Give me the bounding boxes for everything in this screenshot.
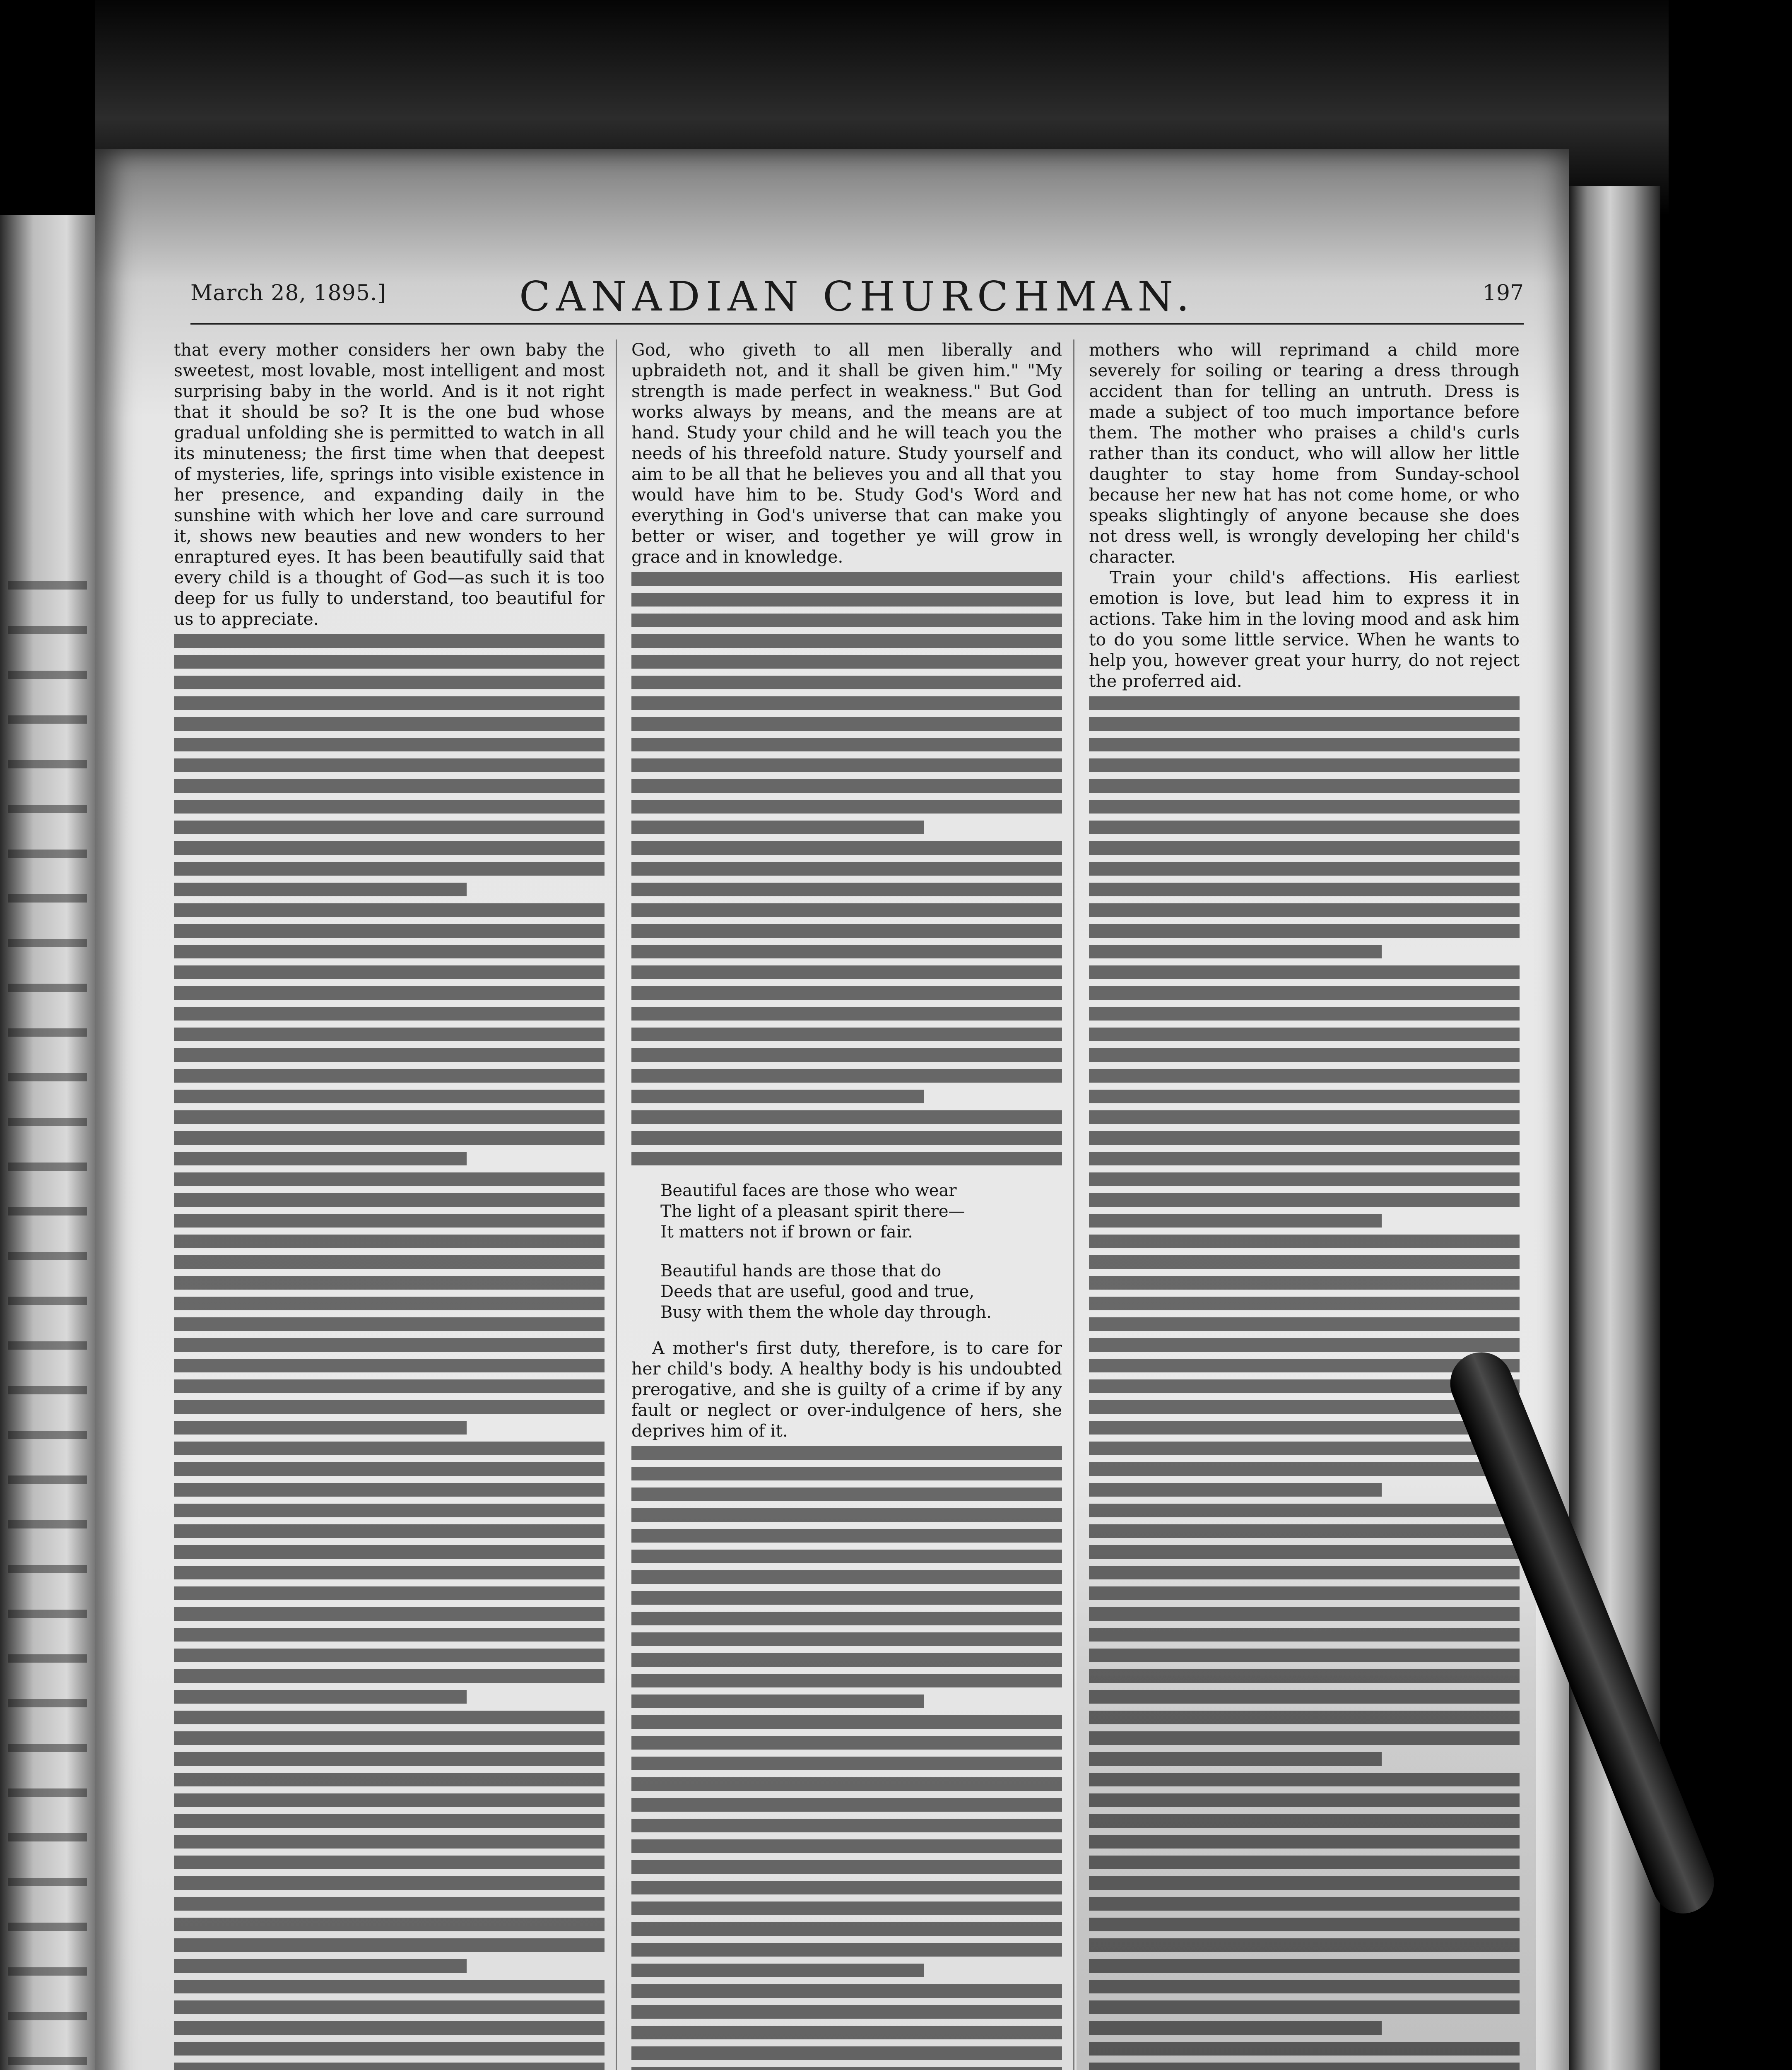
column-2 (631, 339, 1062, 2070)
text-line (631, 655, 1062, 669)
text-line (174, 1421, 467, 1435)
poem-line: Beautiful hands are those that do (660, 1261, 942, 1281)
text-line (631, 2067, 1062, 2070)
text-line (1089, 1545, 1520, 1559)
text-line (174, 738, 605, 751)
text-line (1089, 986, 1520, 1000)
text-line (1089, 1980, 1520, 1993)
text-line (174, 1504, 605, 1517)
text-line (1089, 1773, 1520, 1786)
text-line (1089, 1711, 1520, 1724)
text-line (631, 1757, 1062, 1770)
text-line (631, 821, 924, 834)
column-2-body-text-continued (631, 1446, 1062, 2070)
text-line (174, 1690, 467, 1704)
text-line (1089, 758, 1520, 772)
text-line (1089, 1504, 1520, 1517)
poem-line: Deeds that are useful, good and true, (660, 1282, 975, 1301)
text-line (631, 965, 1062, 979)
text-line (1089, 1793, 1520, 1807)
text-line (174, 841, 605, 855)
text-line (631, 1777, 1062, 1791)
text-line (1089, 1462, 1520, 1476)
text-line (174, 1607, 605, 1621)
text-line (1089, 1483, 1382, 1497)
text-line (631, 1152, 1062, 1165)
text-line (1089, 1297, 1520, 1310)
text-line (1089, 2000, 1520, 2014)
text-line (631, 717, 1062, 731)
text-line (174, 1876, 605, 1890)
text-line (631, 614, 1062, 627)
text-line (174, 1711, 605, 1724)
text-line (631, 738, 1062, 751)
text-line (174, 758, 605, 772)
text-line (1089, 1317, 1520, 1331)
text-line (174, 1048, 605, 1062)
text-line (1089, 1069, 1520, 1083)
text-line (174, 1462, 605, 1476)
text-line (1089, 1835, 1520, 1849)
head-rule (190, 323, 1524, 325)
text-line (174, 1897, 605, 1911)
text-line (174, 1069, 605, 1083)
text-line (631, 1069, 1062, 1083)
facing-page-text-fragments (8, 555, 87, 2070)
text-line (174, 1524, 605, 1538)
text-line (174, 1214, 605, 1228)
text-line (174, 1669, 605, 1683)
text-line (174, 945, 605, 958)
text-line (1089, 1214, 1382, 1228)
column-3-opening: mothers who will reprimand a child more severely for soiling or tearing a dress through accident than for telling an untruth. Dress is made a subject of too much importance before them. The mother who praises a child's curls rather than its conduct, who will allow her little daughter to stay home from Sunday-school because her new hat has not come home, or who speaks slightingly of anyone because she does not dress well, is wrongly developing her child's character. (1089, 340, 1520, 567)
text-line (631, 1488, 1062, 1501)
text-line (631, 2046, 1062, 2060)
text-line (1089, 1172, 1520, 1186)
text-line (174, 696, 605, 710)
text-line (174, 1856, 605, 1869)
text-line (174, 1028, 605, 1041)
text-line (1089, 2021, 1382, 2035)
poem-line: Busy with them the whole day through. (660, 1303, 992, 1322)
text-line (1089, 1752, 1382, 1766)
text-line (1089, 1690, 1520, 1704)
text-line (174, 903, 605, 917)
text-line (1089, 1235, 1520, 1248)
text-line (631, 779, 1062, 793)
text-line (1089, 1255, 1520, 1269)
text-line (1089, 1649, 1520, 1662)
text-line (1089, 1876, 1520, 1890)
column-3 (1089, 339, 1520, 2070)
text-line (631, 1446, 1062, 1460)
text-line (174, 800, 605, 814)
text-line (174, 1793, 605, 1807)
text-line (174, 1442, 605, 1455)
text-line (631, 1110, 1062, 1124)
column-2-body-text (631, 572, 1062, 1165)
text-line (1089, 779, 1520, 793)
text-line (174, 965, 605, 979)
text-line (631, 1508, 1062, 1522)
text-line (174, 1317, 605, 1331)
text-line (174, 1545, 605, 1559)
text-line (174, 1566, 605, 1579)
text-line (174, 2000, 605, 2014)
text-line (631, 1612, 1062, 1625)
text-line (631, 1653, 1062, 1667)
text-line (631, 1090, 924, 1103)
text-line (174, 1586, 605, 1600)
text-line (631, 1881, 1062, 1894)
text-line (631, 862, 1062, 876)
text-line (1089, 1131, 1520, 1145)
column-1 (174, 339, 605, 2070)
text-line (174, 1131, 605, 1145)
stanza-break (660, 1242, 1062, 1261)
text-line (631, 1902, 1062, 1915)
text-line (174, 1359, 605, 1372)
text-line (1089, 2063, 1520, 2070)
text-line (174, 1297, 605, 1310)
text-line (1089, 1628, 1520, 1642)
text-line (174, 1007, 605, 1021)
text-line (631, 1550, 1062, 1563)
text-line (174, 1235, 605, 1248)
text-line (174, 862, 605, 876)
text-line (174, 1814, 605, 1828)
text-line (1089, 1669, 1520, 1683)
text-line (174, 1980, 605, 1993)
text-line (1089, 945, 1382, 958)
text-line (174, 1276, 605, 1290)
text-line (631, 986, 1062, 1000)
text-line (174, 1400, 605, 1414)
text-line (174, 883, 467, 896)
text-line (1089, 1193, 1520, 1207)
text-line (1089, 2042, 1520, 2056)
text-line (631, 1591, 1062, 1605)
column-1-body-text (174, 634, 605, 2070)
text-line (631, 1028, 1062, 1041)
text-line (1089, 1276, 1520, 1290)
text-line (174, 676, 605, 689)
text-line (631, 2005, 1062, 2019)
column-1-opening: that every mother considers her own baby the sweetest, most lovable, most intelligent and most surprising baby in the world. And is it not right that it should be so? It is the one bud whose gradual unfolding she is permitted to watch in all its minuteness; the first time when that deepest of mysteries, life, springs into visible existence in her presence, and expanding daily in the sunshine with which her love and care surround it, shows new beauties and new wonders to her enraptured eyes. It has been beautifully said that every child is a thought of God—as such it is too deep for us fully to understand, too beautiful for us to appreciate. (174, 340, 605, 629)
text-line (631, 1007, 1062, 1021)
column-2-after-verse: A mother's first duty, therefore, is to care for her child's body. A healthy body is his undoubted prerogative, and she is guilty of a crime if by any fault or neglect or over-indulgence of hers, she deprives him of it. (631, 1338, 1062, 1441)
poem-line: It matters not if brown or fair. (660, 1223, 913, 1242)
column-3-second-paragraph: Train your child's affections. His earliest emotion is love, but lead him to express it in actions. Take him in the loving mood and ask him to do you some little service. When he wants to help you, however great your hurry, do not reject the proferred aid. (1089, 568, 1520, 691)
text-line (174, 1752, 605, 1766)
text-line (1089, 800, 1520, 814)
text-line (174, 717, 605, 731)
text-line (174, 1110, 605, 1124)
text-line (174, 1338, 605, 1352)
text-line (1089, 696, 1520, 710)
text-line (631, 1715, 1062, 1729)
text-line (631, 1048, 1062, 1062)
text-line (174, 1255, 605, 1269)
text-line (1089, 1959, 1520, 1973)
text-line (631, 1467, 1062, 1480)
text-line (1089, 738, 1520, 751)
text-line (631, 696, 1062, 710)
text-line (174, 1649, 605, 1662)
text-line (1089, 1007, 1520, 1021)
text-line (1089, 1421, 1520, 1435)
text-line (1089, 1731, 1520, 1745)
text-line (1089, 1400, 1520, 1414)
text-line (631, 1922, 1062, 1936)
text-line (174, 1959, 467, 1973)
text-line (631, 841, 1062, 855)
text-line (631, 1943, 1062, 1957)
text-line (1089, 1918, 1520, 1931)
text-line (631, 634, 1062, 648)
text-line (631, 2026, 1062, 2039)
text-line (1089, 841, 1520, 855)
text-line (631, 1674, 1062, 1687)
text-line (631, 758, 1062, 772)
poem (660, 1180, 1062, 1323)
text-line (1089, 1607, 1520, 1621)
text-line (631, 945, 1062, 958)
text-line (174, 1172, 605, 1186)
text-line (174, 1628, 605, 1642)
text-line (631, 676, 1062, 689)
text-line (1089, 1814, 1520, 1828)
text-line (1089, 821, 1520, 834)
text-line (1089, 1338, 1520, 1352)
text-line (631, 1984, 1062, 1998)
text-line (631, 1632, 1062, 1646)
text-line (1089, 1566, 1520, 1579)
page-number: 197 (1482, 281, 1524, 306)
text-line (631, 924, 1062, 938)
text-line (174, 2042, 605, 2056)
text-line (174, 1193, 605, 1207)
text-line (174, 779, 605, 793)
text-line (1089, 1938, 1520, 1952)
text-line (631, 800, 1062, 814)
text-line (1089, 1442, 1520, 1455)
issue-date: March 28, 1895.] (190, 281, 386, 306)
text-line (631, 1819, 1062, 1832)
text-line (1089, 1048, 1520, 1062)
column-divider (1073, 339, 1074, 2070)
text-line (174, 655, 605, 669)
text-line (174, 986, 605, 1000)
text-line (174, 2021, 605, 2035)
text-line (1089, 717, 1520, 731)
newspaper-title: CANADIAN CHURCHMAN. (519, 273, 1195, 320)
text-line (174, 924, 605, 938)
text-line (631, 1798, 1062, 1812)
text-line (174, 1483, 605, 1497)
text-line (174, 1152, 467, 1165)
text-line (174, 1731, 605, 1745)
column-divider (616, 339, 617, 2070)
text-line (631, 1964, 924, 1977)
text-line (631, 1839, 1062, 1853)
running-head (190, 273, 1524, 327)
text-line (174, 821, 605, 834)
text-line (631, 572, 1062, 586)
text-line (631, 1131, 1062, 1145)
poem-line: The light of a pleasant spirit there— (660, 1202, 965, 1221)
text-line (1089, 1152, 1520, 1165)
text-line (1089, 903, 1520, 917)
text-line (1089, 1586, 1520, 1600)
text-line (631, 1570, 1062, 1584)
text-line (1089, 1897, 1520, 1911)
text-line (1089, 862, 1520, 876)
text-line (631, 883, 1062, 896)
text-line (1089, 1028, 1520, 1041)
text-line (1089, 1856, 1520, 1869)
text-line (174, 1938, 605, 1952)
text-line (1089, 965, 1520, 979)
text-line (1089, 883, 1520, 896)
text-line (174, 1379, 605, 1393)
text-line (631, 1736, 1062, 1750)
text-line (174, 634, 605, 648)
column-2-opening: God, who giveth to all men liberally and upbraideth not, and it shall be given him." "My strength is made perfect in weakness." But God works always by means, and the means are at hand. Study your child and he will teach you the needs of his threefold nature. Study yourself and aim to be all that he believes you and all that you would have him to be. Study God's Word and everything in God's universe that can make you better or wiser, and together ye will grow in grace and in knowledge. (631, 340, 1062, 567)
poem-line: Beautiful faces are those who wear (660, 1181, 957, 1200)
text-line (631, 1860, 1062, 1874)
text-line (1089, 1110, 1520, 1124)
text-line (174, 2063, 605, 2070)
text-line (174, 1835, 605, 1849)
text-line (1089, 1090, 1520, 1103)
text-line (631, 593, 1062, 607)
text-line (631, 1695, 924, 1708)
facing-page-edge (0, 215, 95, 2070)
text-line (631, 903, 1062, 917)
text-line (1089, 1524, 1520, 1538)
text-line (174, 1773, 605, 1786)
text-line (631, 1529, 1062, 1543)
text-line (1089, 924, 1520, 938)
text-line (174, 1918, 605, 1931)
text-line (174, 1090, 605, 1103)
